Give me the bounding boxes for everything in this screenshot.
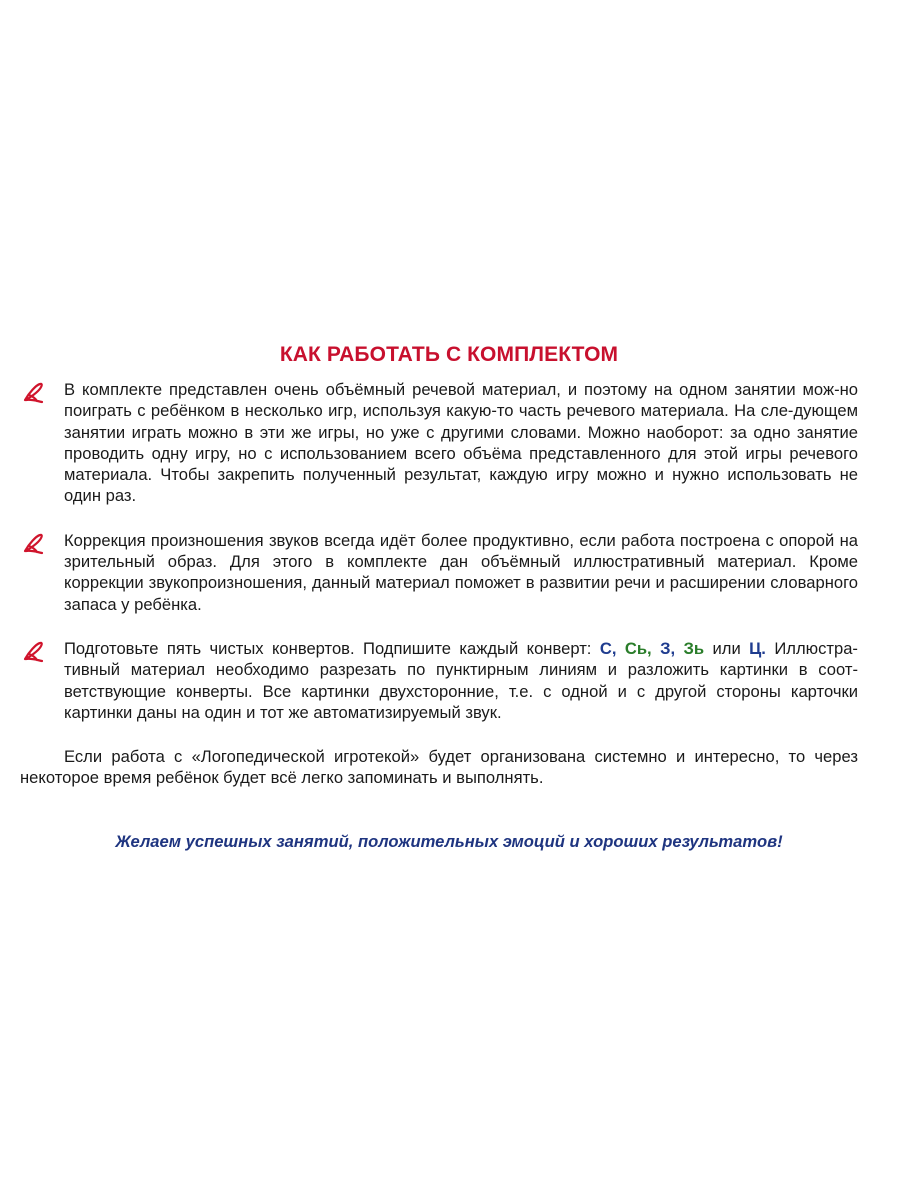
page-title: КАК РАБОТАТЬ С КОМПЛЕКТОМ: [279, 343, 619, 366]
paragraph-correction: Коррекция произношения звуков всегда идёт более продуктивно, если работа построена с опорой на зрительный образ. Для этого в комплекте дан объёмный иллюстративный материал. Кроме коррекции звукопроизношения, данный материал поможет в развитии речи и расширении словарного запаса у ребёнка.: [64, 530, 858, 614]
bullet-item-envelopes: [20, 638, 858, 723]
or-word: или: [704, 638, 750, 658]
sound-label-s: С: [599, 638, 612, 658]
red-scribble-icon: [20, 380, 46, 406]
instructions-page: [20, 343, 858, 852]
sound-label-ts: Ц: [749, 638, 762, 658]
wish-line: Желаем успешных занятий, положительных эмоций и хороших результатов!: [115, 831, 783, 851]
paragraph-envelopes: [64, 638, 858, 723]
envelopes-rest: Иллюстра-тивный материал необходимо разрезать по пунктирным линиям и разложить картинки в соот-ветствующие конверты. Все картинки двухсторонние, т.е. с одной и с другой стороны карточки картинки даны на один и тот же автоматизируемый звук.: [64, 638, 858, 722]
paragraph-material: В комплекте представлен очень объёмный речевой материал, и поэтому на одном занятии мож-но поиграть с ребёнком в несколько игр, используя какую-то часть речевого материала. На сле-дующем занятии играть можно в эти же игры, но уже с другими словами. Можно наоборот: за одно занятие проводить одну игру, но с использованием всего объёма представленного для этой игры речевого материала. Чтобы закрепить полученный результат, каждую игру можно и нужно использовать не один раз.: [64, 380, 858, 506]
separator: ,: [611, 638, 625, 658]
bullet-item-correction: [20, 530, 858, 615]
separator: ,: [670, 638, 684, 658]
separator: ,: [647, 638, 661, 658]
envelopes-intro: Подготовьте пять чистых конвертов. Подпишите каждый конверт:: [64, 638, 600, 658]
bullet-item-material: [20, 379, 858, 507]
red-scribble-icon: [20, 531, 46, 557]
end-mark: .: [761, 638, 766, 658]
sound-label-z: З: [660, 638, 671, 658]
red-scribble-icon: [20, 639, 46, 665]
sound-label-s-soft: Сь: [624, 638, 648, 658]
paragraph-closing: Если работа с «Логопедической игротекой» будет организована системно и интересно, то через некоторое время ребёнок будет всё легко запоминать и выполнять.: [20, 747, 858, 788]
sound-label-z-soft: Зь: [683, 638, 705, 658]
